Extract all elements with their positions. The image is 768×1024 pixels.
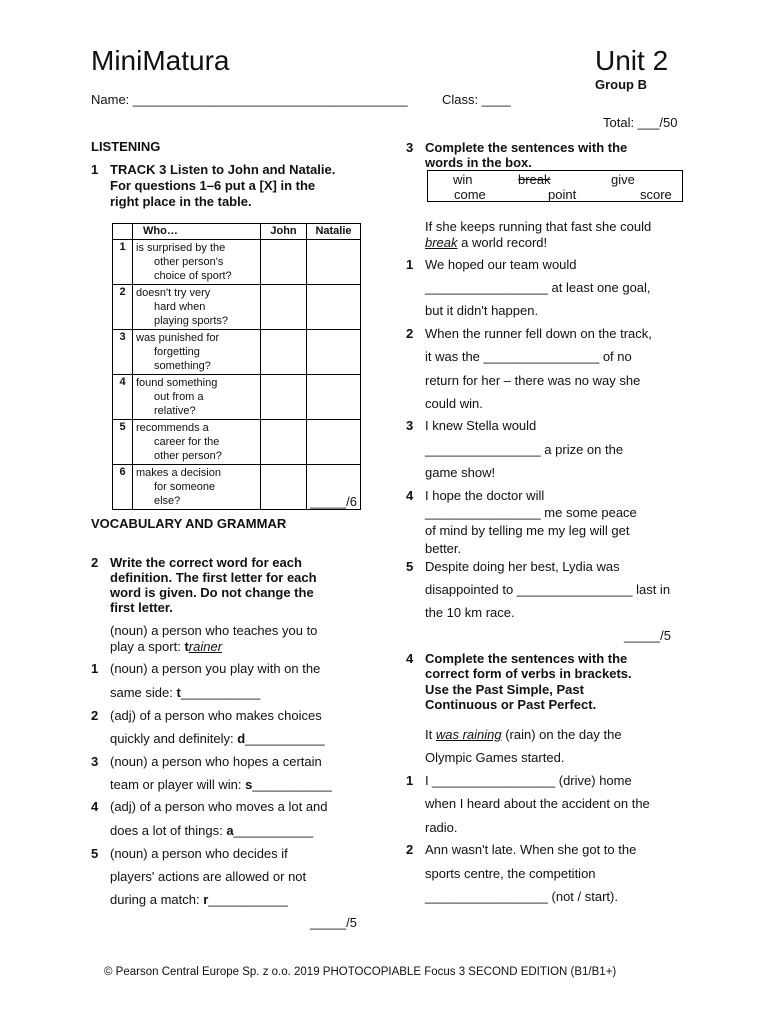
example-text: play a sport: trainer	[110, 639, 223, 654]
item-text: game show!	[425, 465, 496, 480]
item-text: return for her – there was no way she	[425, 373, 641, 388]
q3-score: _____/5	[624, 628, 671, 643]
item-text: could win.	[425, 396, 483, 411]
q1-instruction-line: TRACK 3 Listen to John and Natalie.	[110, 162, 336, 177]
total-score: Total: ___/50	[603, 115, 678, 130]
row-text: makes a decision	[136, 467, 221, 480]
table-row	[113, 240, 361, 285]
item-text: (noun) a person you play with on the	[110, 661, 321, 676]
item-text: Ann wasn't late. When she got to the	[425, 842, 637, 857]
item-number: 2	[91, 708, 99, 723]
item-answer-line[interactable]: disappointed to ________________ last in	[425, 582, 671, 597]
item-answer-line[interactable]: _________________ (not / start).	[425, 889, 618, 904]
q2-instruction-line: Write the correct word for each	[110, 555, 302, 570]
unit-label: Unit 2	[595, 45, 669, 76]
q4-instruction-line: Use the Past Simple, Past	[425, 682, 584, 697]
item-text: (noun) a person who hopes a certain	[110, 754, 322, 769]
group-label: Group B	[595, 77, 647, 92]
row-text: other person's	[154, 256, 224, 269]
item-text: sports centre, the competition	[425, 866, 596, 881]
row-text: out from a	[154, 391, 204, 404]
item-answer-line[interactable]: same side: t___________	[110, 685, 261, 700]
q2-instruction-line: first letter.	[110, 600, 173, 615]
row-text: was punished for	[136, 332, 220, 345]
item-answer-line[interactable]: does a lot of things: a___________	[110, 823, 314, 838]
item-text: but it didn't happen.	[425, 303, 539, 318]
table-header-john: John	[261, 224, 307, 240]
example-text: It was raining (rain) on the day the	[425, 727, 622, 742]
word-box-item: break	[518, 172, 551, 187]
row-number: 5	[113, 420, 133, 465]
table-header	[113, 224, 133, 240]
john-cell[interactable]	[261, 240, 307, 285]
natalie-cell[interactable]	[307, 375, 361, 420]
row-text: for someone	[154, 481, 216, 494]
word-box-item: point	[548, 187, 577, 202]
item-answer-line[interactable]: ________________ me some peace	[425, 505, 637, 520]
item-text: I hope the doctor will	[425, 488, 545, 503]
example-text: Olympic Games started.	[425, 750, 565, 765]
item-number: 2	[406, 326, 414, 341]
word-box	[427, 170, 683, 202]
item-number: 5	[91, 846, 99, 861]
item-text: when I heard about the accident on the	[425, 796, 650, 811]
row-number: 1	[113, 240, 133, 285]
name-field[interactable]: Name: ______________________________________	[91, 92, 408, 107]
q4-instruction-line: correct form of verbs in brackets.	[425, 666, 632, 681]
row-text: career for the	[154, 436, 220, 449]
item-number: 3	[91, 754, 99, 769]
john-cell[interactable]	[261, 285, 307, 330]
word-box-item: win	[453, 172, 473, 187]
row-number: 2	[113, 285, 133, 330]
john-cell[interactable]	[261, 330, 307, 375]
item-text: (noun) a person who decides if	[110, 846, 288, 861]
word-box-item: come	[454, 187, 486, 202]
item-text: When the runner fell down on the track,	[425, 326, 652, 341]
john-cell[interactable]	[261, 420, 307, 465]
listening-heading: LISTENING	[91, 139, 161, 154]
q2-instruction-line: word is given. Do not change the	[110, 585, 314, 600]
item-number: 2	[406, 842, 414, 857]
question-number: 1	[91, 162, 99, 177]
q1-instruction-line: right place in the table.	[110, 194, 252, 209]
item-number: 4	[406, 488, 414, 503]
item-answer-line[interactable]: it was the ________________ of no	[425, 349, 632, 364]
q4-instruction-line: Complete the sentences with the	[425, 651, 628, 666]
row-text: relative?	[154, 405, 196, 418]
example-text: break a world record!	[425, 235, 548, 250]
row-text: found something	[136, 377, 218, 390]
table-header-natalie: Natalie	[307, 224, 361, 240]
class-field[interactable]: Class: ____	[442, 92, 511, 107]
q2-instruction-line: definition. The first letter for each	[110, 570, 317, 585]
item-answer-line[interactable]: I _________________ (drive) home	[425, 773, 632, 788]
item-text: Despite doing her best, Lydia was	[425, 559, 620, 574]
item-number: 5	[406, 559, 414, 574]
item-answer-line[interactable]: quickly and definitely: d___________	[110, 731, 325, 746]
item-number: 1	[406, 773, 414, 788]
item-text: of mind by telling me my leg will get	[425, 523, 630, 538]
john-cell[interactable]	[261, 375, 307, 420]
q3-instruction-line: words in the box.	[425, 155, 532, 170]
row-text: choice of sport?	[154, 270, 232, 283]
item-number: 3	[406, 418, 414, 433]
question-number: 2	[91, 555, 99, 570]
item-text: radio.	[425, 820, 458, 835]
row-text: recommends a	[136, 422, 209, 435]
row-text: playing sports?	[154, 315, 228, 328]
item-text: I knew Stella would	[425, 418, 537, 433]
vocab-heading: VOCABULARY AND GRAMMAR	[91, 516, 287, 531]
row-text: other person?	[154, 450, 222, 463]
example-text: If she keeps running that fast she could	[425, 219, 652, 234]
vocab-score: _____/5	[310, 915, 357, 930]
item-text: We hoped our team would	[425, 257, 577, 272]
row-text: hard when	[154, 301, 206, 314]
row-text: else?	[154, 495, 181, 508]
example-text: (noun) a person who teaches you to	[110, 623, 318, 638]
row-text: forgetting	[154, 346, 200, 359]
item-number: 4	[91, 799, 99, 814]
table-row	[113, 420, 361, 465]
table-row	[113, 285, 361, 330]
table-row	[113, 330, 361, 375]
row-text: is surprised by the	[136, 242, 226, 255]
item-text: (adj) of a person who makes choices	[110, 708, 322, 723]
row-number: 3	[113, 330, 133, 375]
question-number: 3	[406, 140, 414, 155]
item-answer-line[interactable]: during a match: r___________	[110, 892, 288, 907]
q1-instruction-line: For questions 1–6 put a [X] in the	[110, 178, 316, 193]
item-text: the 10 km race.	[425, 605, 515, 620]
row-text: something?	[154, 360, 211, 373]
item-answer-line[interactable]: _________________ at least one goal,	[425, 280, 651, 295]
question-number: 4	[406, 651, 414, 666]
q4-instruction-line: Continuous or Past Perfect.	[425, 697, 597, 712]
natalie-cell[interactable]	[307, 240, 361, 285]
row-number: 4	[113, 375, 133, 420]
natalie-cell[interactable]	[307, 420, 361, 465]
item-text: players' actions are allowed or not	[110, 869, 307, 884]
table-row	[113, 375, 361, 420]
item-number: 1	[406, 257, 414, 272]
footer-copyright: © Pearson Central Europe Sp. z o.o. 2019 PHOTOCOPIABLE Focus 3 SECOND EDITION (B1/B1+)	[104, 966, 617, 978]
item-number: 1	[91, 661, 99, 676]
john-cell[interactable]	[261, 465, 307, 510]
natalie-cell[interactable]	[307, 285, 361, 330]
item-text: better.	[425, 541, 462, 556]
item-text: (adj) of a person who moves a lot and	[110, 799, 328, 814]
listening-table	[112, 223, 361, 510]
table-header-who: Who…	[133, 224, 261, 240]
row-number: 6	[113, 465, 133, 510]
row-text: doesn't try very	[136, 287, 211, 300]
q3-instruction-line: Complete the sentences with the	[425, 140, 628, 155]
page-title: MiniMatura	[91, 45, 230, 76]
listening-score: _____/6	[310, 494, 357, 509]
item-answer-line[interactable]: team or player will win: s___________	[110, 777, 332, 792]
word-box-item: score	[640, 187, 672, 202]
item-answer-line[interactable]: ________________ a prize on the	[425, 442, 624, 457]
word-box-item: give	[611, 172, 635, 187]
natalie-cell[interactable]	[307, 330, 361, 375]
